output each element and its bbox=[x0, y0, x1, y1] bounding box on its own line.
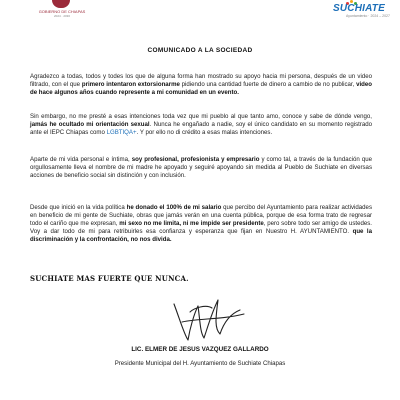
signer-name: LIC. ELMER DE JESUS VAZQUEZ GALLARDO bbox=[131, 346, 269, 353]
lgbt-label: LGBTIQA+ bbox=[106, 129, 137, 137]
chiapas-government-logo bbox=[0, 0, 86, 20]
brand-subtitle: Ayuntamiento · 2024 – 2027 bbox=[346, 14, 390, 18]
paragraph-2: Sin embargo, no me presté a esas intenciones toda vez que mi pueblo al que tanto amo, conoce y sabe de dónde vengo, jamás he ocultado mi orientación sexual. Nunca he engañado a nadie, soy el único candidato en su momento registrado ante el IEPC Chiapas como LGBTIQA+. Y por ello no di crédito a esas malas intenciones. bbox=[30, 113, 373, 137]
slogan: SUCHIATE MAS FUERTE QUE NUNCA. bbox=[30, 274, 189, 283]
page-title: COMUNICADO A LA SOCIEDAD bbox=[147, 47, 253, 54]
paragraph-4: Desde que inició en la vida política he donado el 100% de mi salario que percibo del Ayuntamiento para realizar actividades en beneficio de mi gente de Suchiate, obras que jamás verán en una cuenta pública, porque de esa forma trato de regresar todo el cariño que me expresan, mi sexo no me limita, ni me impide ser presidente, pero sobre todo ser amigo de ustedes. Voy a dar todo de mi para retribuirles esa confianza y esperanza que fijan en Nuestro H. AYUNTAMIENTO. que la discriminación y la confrontación, no nos divida. bbox=[30, 204, 372, 244]
signer-role: Presidente Municipal del H. Ayuntamiento de Suchiate Chiapas bbox=[114, 360, 286, 367]
gov-years: 2024 · 2030 bbox=[53, 14, 70, 18]
chiapas-seal-icon bbox=[52, 0, 70, 8]
gov-label: GOBIERNO DE CHIAPAS bbox=[38, 9, 86, 14]
signature-icon bbox=[160, 290, 250, 345]
paragraph-3: Aparte de mi vida personal e íntima, soy profesional, profesionista y empresario y como tal, a través de la fundación que orgullosamente lleva el nombre de mi madre he apoyado y seguiré apoyando sin medida al Pueblo de Suchiate en diversas acciones de beneficio social sin distinción y con inclusión. bbox=[30, 156, 372, 180]
brand-name: SUCHIATE bbox=[333, 3, 385, 14]
paragraph-1: Agradezco a todas, todos y todes los que de alguna forma han mostrado su apoyo hacia mi persona, después de un video filtrado, con el que primero intentaron extorsionarme pidiendo una cantidad fuerte de dinero a cambio de no publicar, video de hace algunos años cuando represente a mi comunidad en un evento. bbox=[30, 73, 372, 97]
